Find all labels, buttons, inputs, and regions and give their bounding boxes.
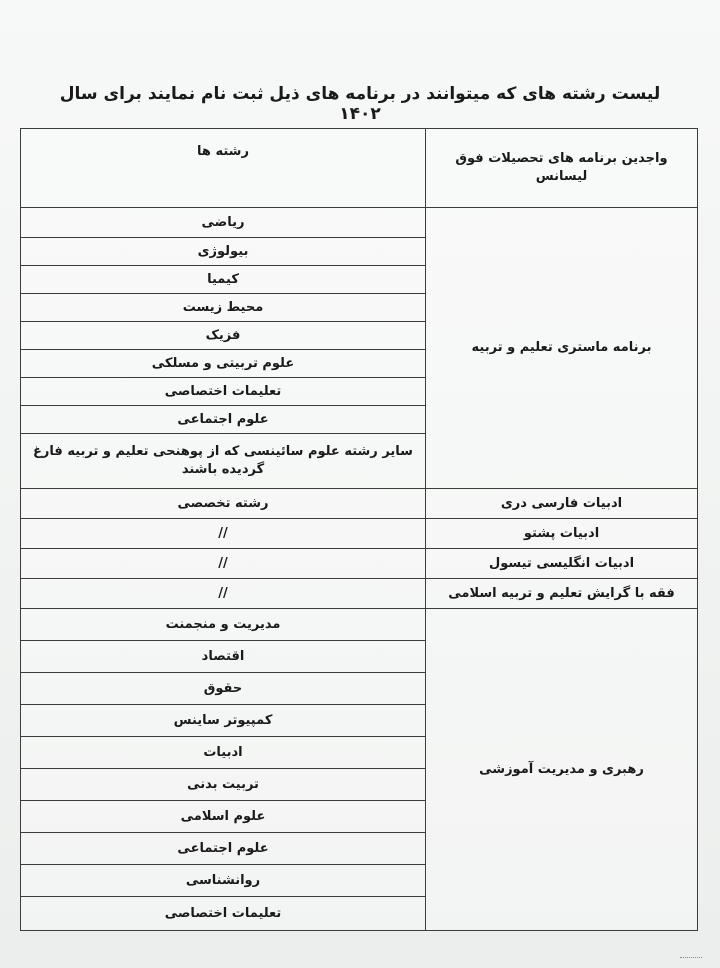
program-cell: ادبیات پشتو	[426, 519, 698, 549]
field-cell: بیولوژی	[21, 238, 426, 266]
program-cell: فقه با گرایش تعلیم و تربیه اسلامی	[426, 579, 698, 609]
majors-table	[20, 128, 698, 931]
field-cell: ادبیات	[21, 737, 426, 769]
field-cell: کمپیوتر ساینس	[21, 705, 426, 737]
edge-mark	[680, 957, 702, 964]
table-row	[21, 549, 698, 579]
field-cell: //	[21, 549, 426, 579]
program-cell-masters-education: برنامه ماستری تعلیم و تربیه	[426, 208, 698, 489]
field-cell: اقتصاد	[21, 641, 426, 673]
field-cell: تربیت بدنی	[21, 769, 426, 801]
program-cell: ادبیات فارسی دری	[426, 489, 698, 519]
table-row	[21, 519, 698, 549]
table-row	[21, 609, 698, 641]
field-cell: سایر رشته علوم سائینسی که از پوهنحی تعلیم و تربیه فارغ گردیده باشند	[21, 434, 426, 489]
field-cell: حقوق	[21, 673, 426, 705]
table-row	[21, 579, 698, 609]
field-cell: روانشناسی	[21, 865, 426, 897]
field-cell: علوم اجتماعی	[21, 833, 426, 865]
program-cell: ادبیات انگلیسی تیسول	[426, 549, 698, 579]
field-cell: علوم تربیتی و مسلکی	[21, 350, 426, 378]
field-cell: رشته تخصصی	[21, 489, 426, 519]
field-cell: محیط زیست	[21, 294, 426, 322]
table-header-row	[21, 129, 698, 208]
table-row	[21, 489, 698, 519]
field-cell: //	[21, 519, 426, 549]
header-fields-cell: رشته ها	[21, 129, 426, 208]
field-cell: فزیک	[21, 322, 426, 350]
field-cell: //	[21, 579, 426, 609]
field-cell: تعلیمات اختصاصی	[21, 378, 426, 406]
header-program-cell: واجدین برنامه های تحصیلات فوق لیسانس	[426, 129, 698, 208]
field-cell: علوم اسلامی	[21, 801, 426, 833]
field-cell: مدیریت و منجمنت	[21, 609, 426, 641]
table-row	[21, 208, 698, 238]
field-cell: علوم اجتماعی	[21, 406, 426, 434]
field-cell: کیمیا	[21, 266, 426, 294]
field-cell: ریاضی	[21, 208, 426, 238]
field-cell: تعلیمات اختصاصی	[21, 897, 426, 931]
page-title: لیست رشته های که میتوانند در برنامه های ذیل ثبت نام نمایند برای سال ۱۴۰۲	[59, 84, 661, 124]
program-cell-educational-leadership: رهبری و مدیریت آموزشی	[426, 609, 698, 931]
